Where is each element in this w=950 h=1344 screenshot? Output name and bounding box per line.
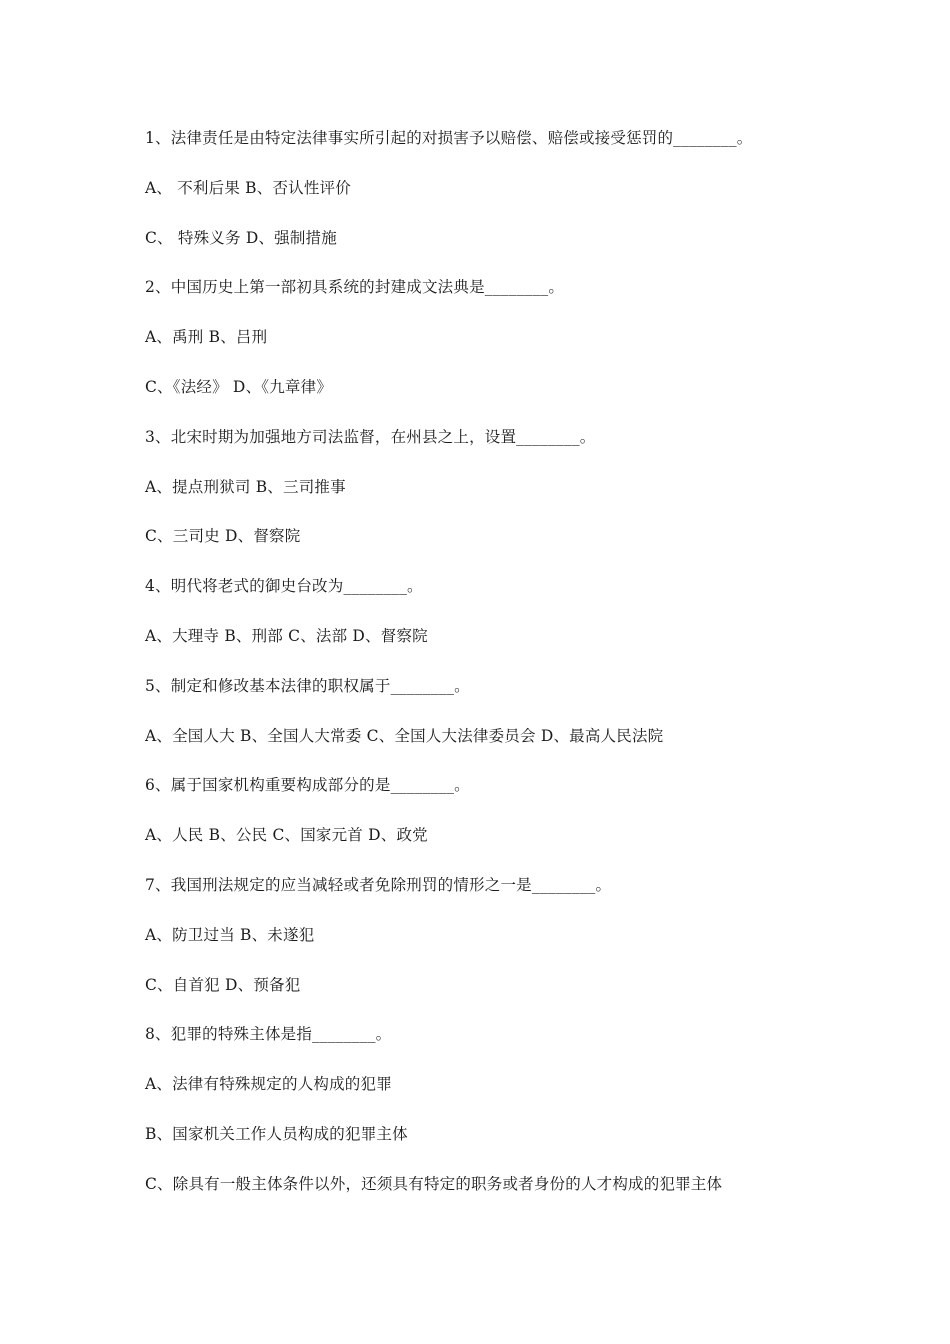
question-4-options: A、大理寺 B、刑部 C、法部 D、督察院 (145, 626, 428, 645)
question-4: 4、明代将老式的御史台改为________。 (145, 577, 423, 596)
question-2-options-ab: A、禹刑 B、吕刑 (145, 328, 268, 347)
question-8-option-b: B、国家机关工作人员构成的犯罪主体 (145, 1124, 408, 1143)
question-1-options-cd: C、 特殊义务 D、强制措施 (145, 228, 337, 247)
question-3-options-ab: A、提点刑狱司 B、三司推事 (145, 477, 346, 496)
question-1-options-ab: A、 不利后果 B、否认性评价 (145, 178, 351, 197)
question-8-option-c: C、除具有一般主体条件以外，还须具有特定的职务或者身份的人才构成的犯罪主体 (145, 1174, 723, 1193)
question-8-option-a: A、法律有特殊规定的人构成的犯罪 (145, 1075, 392, 1094)
question-3: 3、北宋时期为加强地方司法监督，在州县之上，设置________。 (145, 427, 596, 446)
question-5: 5、制定和修改基本法律的职权属于________。 (145, 676, 470, 695)
question-7: 7、我国刑法规定的应当减轻或者免除刑罚的情形之一是________。 (145, 875, 612, 894)
question-2-options-cd: C、《法经》 D、《九章律》 (145, 377, 333, 396)
document-body (145, 124, 865, 1220)
question-6-options: A、人民 B、公民 C、国家元首 D、政党 (145, 826, 428, 845)
question-2: 2、中国历史上第一部初具系统的封建成文法典是________。 (145, 278, 565, 297)
question-7-options-ab: A、防卫过当 B、未遂犯 (145, 925, 315, 944)
question-5-options: A、全国人大 B、全国人大常委 C、全国人大法律委员会 D、最高人民法院 (145, 726, 664, 745)
question-6: 6、属于国家机构重要构成部分的是________。 (145, 776, 470, 795)
question-1: 1、法律责任是由特定法律事实所引起的对损害予以赔偿、赔偿或接受惩罚的________。 (145, 129, 753, 147)
question-8: 8、犯罪的特殊主体是指________。 (145, 1025, 392, 1044)
question-3-options-cd: C、三司史 D、督察院 (145, 527, 301, 546)
question-7-options-cd: C、自首犯 D、预备犯 (145, 975, 301, 994)
